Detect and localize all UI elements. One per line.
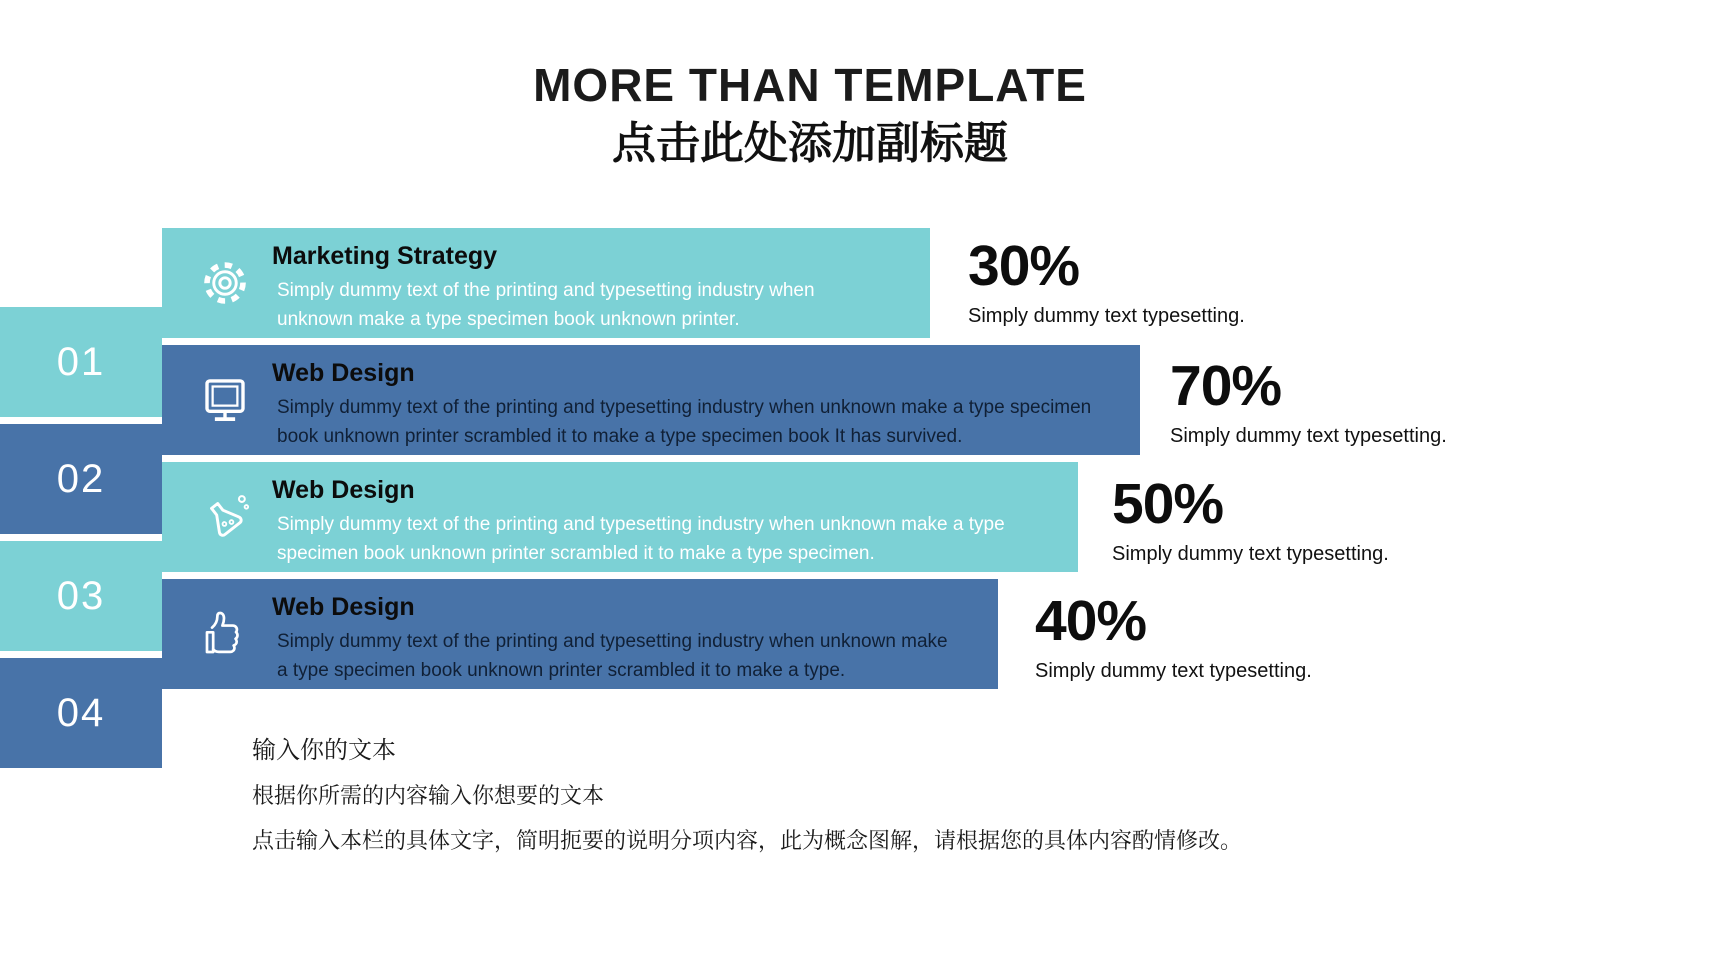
number-tab-label: 03 [56,573,106,618]
row-title: Web Design [272,359,415,387]
number-tab-04 [0,658,162,768]
row-title: Web Design [272,476,415,504]
row-bar-3 [162,462,1078,572]
percent-block-4 [1035,589,1312,683]
percent-caption: Simply dummy text typesetting. [1035,660,1312,682]
page-title: MORE THAN TEMPLATE [533,59,1087,111]
number-tab-label: 01 [56,339,106,384]
percent-block-1 [968,234,1245,328]
footer-line-2: 根据你所需的内容输入你想要的文本 [252,783,605,808]
number-tab-label: 02 [56,456,106,501]
footer-line-1: 输入你的文本 [252,737,396,764]
number-tab-03 [0,541,162,651]
row-bar-2 [162,345,1140,455]
number-tab-02 [0,424,162,534]
percent-value: 40% [1035,589,1147,653]
row-body: Simply dummy text of the printing and typesetting industry when unknown make a type specimen book unknown printer scrambled it to make a type. [277,631,948,681]
row-title: Web Design [272,593,415,621]
percent-value: 70% [1170,354,1282,418]
row-bar-1 [162,228,930,338]
footer-text-block [252,730,1242,855]
footer-line-3: 点击输入本栏的具体文字，简明扼要的说明分项内容，此为概念图解，请根据您的具体内容酌情修改。 [252,828,1243,853]
number-tab-01 [0,307,162,417]
row-body: Simply dummy text of the printing and typesetting industry when unknown make a type specimen book unknown printer scrambled it to make a type specimen book It has survived. [277,397,1092,447]
row-bar-4 [162,579,998,689]
percent-block-3 [1112,472,1389,566]
percent-caption: Simply dummy text typesetting. [1112,543,1389,565]
percent-value: 30% [968,234,1080,298]
percent-block-2 [1170,354,1447,448]
page-subtitle: 点击此处添加副标题 [612,118,1008,168]
number-tab-label: 04 [56,690,106,735]
flask-icon [198,490,252,544]
percent-value: 50% [1112,472,1224,536]
header [0,60,1620,169]
percent-caption: Simply dummy text typesetting. [1170,425,1447,447]
percent-caption: Simply dummy text typesetting. [968,305,1245,327]
monitor-icon [198,373,252,427]
row-body: Simply dummy text of the printing and typesetting industry when unknown make a type specimen book unknown printer. [277,280,815,330]
row-title: Marketing Strategy [272,242,498,270]
thumbs-up-icon [198,607,252,661]
gear-icon [198,256,252,310]
row-body: Simply dummy text of the printing and typesetting industry when unknown make a type specimen book unknown printer scrambled it to make a type specimen. [277,514,1005,564]
